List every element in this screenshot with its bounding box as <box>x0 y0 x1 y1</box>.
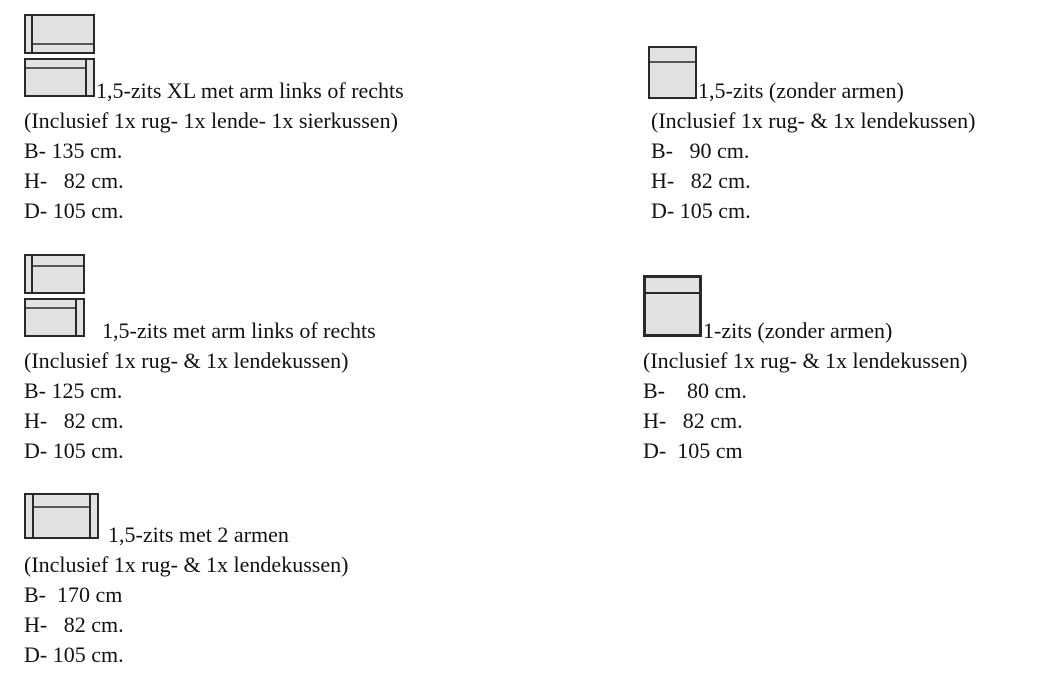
product-item-5 <box>24 493 544 673</box>
product-depth: D- 105 cm. <box>24 642 124 667</box>
product-depth: D- 105 cm. <box>24 198 124 223</box>
sofa-arm-top-view-icon <box>24 254 86 296</box>
product-width: B- 135 cm. <box>24 138 123 163</box>
product-title: 1,5-zits XL met arm links of rechts <box>96 78 404 103</box>
sofa-two-arms-icon <box>24 493 100 541</box>
product-inclusion-note: (Inclusief 1x rug- 1x lende- 1x sierkussen) <box>24 108 398 133</box>
product-depth: D- 105 cm. <box>24 438 124 463</box>
product-height: H- 82 cm. <box>24 612 124 637</box>
product-depth: D- 105 cm. <box>651 198 751 223</box>
product-width: B- 80 cm. <box>643 378 747 403</box>
product-inclusion-note: (Inclusief 1x rug- & 1x lendekussen) <box>24 552 349 577</box>
sofa-xl-arm-top-view-icon <box>24 14 96 56</box>
product-depth: D- 105 cm <box>643 438 743 463</box>
product-height: H- 82 cm. <box>24 168 124 193</box>
product-height: H- 82 cm. <box>651 168 751 193</box>
product-title: 1,5-zits (zonder armen) <box>698 78 904 103</box>
product-item-1 <box>24 14 544 229</box>
sofa-xl-arm-front-view-icon <box>24 58 96 98</box>
product-height: H- 82 cm. <box>24 408 124 433</box>
product-inclusion-note: (Inclusief 1x rug- & 1x lendekussen) <box>24 348 349 373</box>
product-inclusion-note: (Inclusief 1x rug- & 1x lendekussen) <box>651 108 976 133</box>
product-height: H- 82 cm. <box>643 408 743 433</box>
product-width: B- 170 cm <box>24 582 123 607</box>
product-inclusion-note: (Inclusief 1x rug- & 1x lendekussen) <box>643 348 968 373</box>
product-title: 1,5-zits met arm links of rechts <box>102 318 376 343</box>
product-width: B- 90 cm. <box>651 138 750 163</box>
product-item-3 <box>24 254 544 469</box>
armless-seat-icon <box>648 46 698 100</box>
product-width: B- 125 cm. <box>24 378 123 403</box>
single-seat-icon <box>643 275 703 338</box>
product-title: 1,5-zits met 2 armen <box>108 522 289 547</box>
sofa-arm-front-view-icon <box>24 298 86 338</box>
product-title: 1-zits (zonder armen) <box>703 318 893 343</box>
product-item-4 <box>643 275 1053 470</box>
product-item-2 <box>648 46 1053 231</box>
